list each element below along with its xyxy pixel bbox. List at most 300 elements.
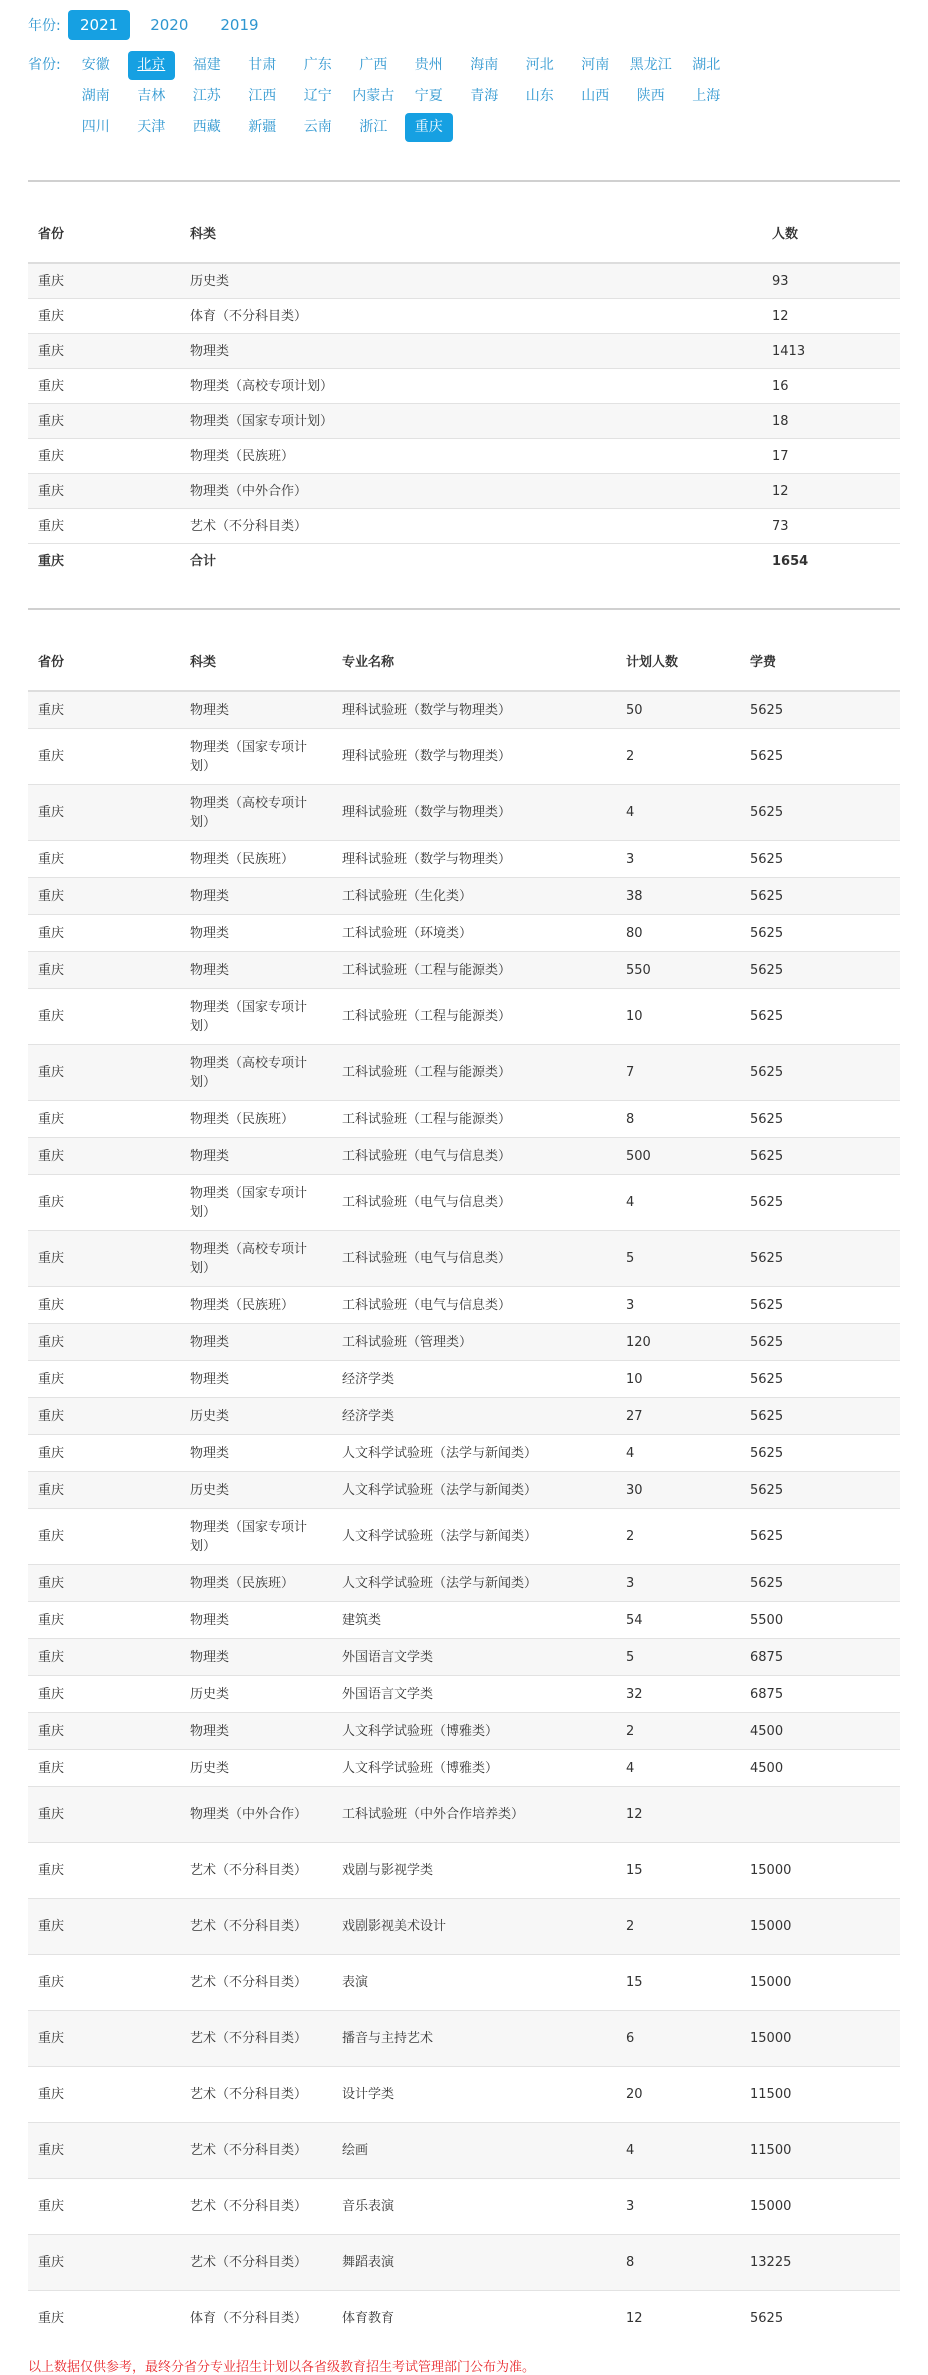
table-row	[28, 2291, 900, 2347]
table-cell: 5625	[740, 952, 900, 989]
province-option[interactable]: 青海	[470, 88, 499, 104]
table-header-row	[28, 610, 900, 691]
table-row	[28, 369, 900, 404]
table-row	[28, 2011, 900, 2067]
table-cell: 物理类（国家专项计划）	[180, 729, 332, 785]
table-cell: 建筑类	[332, 1602, 616, 1639]
table-cell: 重庆	[28, 1045, 180, 1101]
table-cell: 工科试验班（生化类）	[332, 878, 616, 915]
province-option[interactable]: 上海	[692, 88, 721, 104]
table-row	[28, 1472, 900, 1509]
table-cell: 物理类	[180, 1713, 332, 1750]
table-cell: 人文科学试验班（法学与新闻类）	[332, 1472, 616, 1509]
table-row	[28, 2235, 900, 2291]
table-cell: 重庆	[28, 2235, 180, 2291]
table-cell: 艺术（不分科目类）	[180, 2179, 332, 2235]
table-row	[28, 1676, 900, 1713]
table-cell: 30	[616, 1472, 740, 1509]
table-cell: 6	[616, 2011, 740, 2067]
table-cell: 艺术（不分科目类）	[180, 2235, 332, 2291]
table-cell: 工科试验班（工程与能源类）	[332, 1101, 616, 1138]
table-cell: 物理类	[180, 691, 332, 729]
table-row	[28, 1045, 900, 1101]
table-row	[28, 1101, 900, 1138]
table-cell: 1654	[762, 544, 900, 579]
table-cell: 物理类	[180, 1435, 332, 1472]
table-cell: 物理类（民族班）	[180, 1287, 332, 1324]
province-option[interactable]: 山东	[525, 88, 554, 104]
province-option[interactable]: 山西	[581, 88, 610, 104]
table-cell: 5625	[740, 841, 900, 878]
table-cell: 5625	[740, 1324, 900, 1361]
table-cell: 12	[616, 1787, 740, 1843]
table-cell: 3	[616, 1565, 740, 1602]
table-cell: 重庆	[28, 1787, 180, 1843]
table-cell: 5625	[740, 1045, 900, 1101]
table-cell: 设计学类	[332, 2067, 616, 2123]
table-cell: 重庆	[28, 334, 180, 369]
table-cell: 5625	[740, 1138, 900, 1175]
table-cell: 18	[762, 404, 900, 439]
table-cell: 重庆	[28, 369, 180, 404]
table-cell: 5625	[740, 1398, 900, 1435]
table-cell: 工科试验班（电气与信息类）	[332, 1287, 616, 1324]
table-cell: 4500	[740, 1750, 900, 1787]
table-cell: 8	[616, 2235, 740, 2291]
table-cell: 理科试验班（数学与物理类）	[332, 691, 616, 729]
year-filter	[28, 0, 900, 45]
table-cell: 工科试验班（电气与信息类）	[332, 1175, 616, 1231]
province-option[interactable]: 新疆	[248, 119, 277, 135]
table-cell: 历史类	[180, 1398, 332, 1435]
table-cell: 体育（不分科目类）	[180, 299, 762, 334]
table-cell: 12	[616, 2291, 740, 2347]
table-cell: 重庆	[28, 1713, 180, 1750]
table-cell: 物理类	[180, 952, 332, 989]
table-row	[28, 1509, 900, 1565]
table-row	[28, 1843, 900, 1899]
table-cell: 重庆	[28, 785, 180, 841]
table-cell: 体育教育	[332, 2291, 616, 2347]
table-cell: 重庆	[28, 1231, 180, 1287]
table-cell: 物理类（中外合作）	[180, 1787, 332, 1843]
table-cell: 5625	[740, 691, 900, 729]
province-option[interactable]: 广东	[303, 57, 332, 73]
table-row	[28, 1361, 900, 1398]
table-cell: 重庆	[28, 509, 180, 544]
table-cell: 人文科学试验班（法学与新闻类）	[332, 1435, 616, 1472]
table-cell: 10	[616, 1361, 740, 1398]
table-cell: 11500	[740, 2123, 900, 2179]
table-row	[28, 1750, 900, 1787]
column-header: 人数	[762, 182, 900, 263]
table-row	[28, 785, 900, 841]
table-cell: 物理类	[180, 1639, 332, 1676]
table-cell: 5625	[740, 729, 900, 785]
table-cell: 重庆	[28, 952, 180, 989]
table-row	[28, 474, 900, 509]
table-cell: 物理类（民族班）	[180, 841, 332, 878]
table-row	[28, 1175, 900, 1231]
province-option[interactable]: 宁夏	[414, 88, 443, 104]
table-cell: 5625	[740, 1101, 900, 1138]
table-row	[28, 1398, 900, 1435]
detail-table-body	[28, 691, 900, 2346]
table-row	[28, 439, 900, 474]
province-option[interactable]: 内蒙古	[352, 88, 395, 104]
table-cell: 5625	[740, 878, 900, 915]
table-cell: 合计	[180, 544, 762, 579]
table-cell: 工科试验班（中外合作培养类）	[332, 1787, 616, 1843]
column-header: 省份	[28, 610, 180, 691]
table-cell: 4	[616, 1175, 740, 1231]
table-cell: 重庆	[28, 2179, 180, 2235]
table-cell: 物理类（高校专项计划）	[180, 369, 762, 404]
table-cell: 工科试验班（电气与信息类）	[332, 1231, 616, 1287]
table-cell: 重庆	[28, 1398, 180, 1435]
table-row	[28, 1955, 900, 2011]
table-cell: 人文科学试验班（法学与新闻类）	[332, 1565, 616, 1602]
table-cell: 5625	[740, 785, 900, 841]
table-row	[28, 915, 900, 952]
table-cell: 15000	[740, 1899, 900, 1955]
table-cell: 重庆	[28, 1639, 180, 1676]
province-option[interactable]: 西藏	[192, 119, 221, 135]
table-cell: 重庆	[28, 1175, 180, 1231]
table-cell: 5625	[740, 1435, 900, 1472]
column-header: 计划人数	[616, 610, 740, 691]
province-option[interactable]: 天津	[137, 119, 166, 135]
table-cell: 重庆	[28, 691, 180, 729]
column-header: 科类	[180, 182, 762, 263]
table-cell: 外国语言文学类	[332, 1639, 616, 1676]
table-cell: 15000	[740, 1955, 900, 2011]
table-cell: 理科试验班（数学与物理类）	[332, 729, 616, 785]
table-row	[28, 2123, 900, 2179]
table-cell: 重庆	[28, 729, 180, 785]
province-option[interactable]: 吉林	[137, 88, 166, 104]
year-list	[68, 10, 279, 40]
table-cell: 艺术（不分科目类）	[180, 2011, 332, 2067]
table-cell: 重庆	[28, 1435, 180, 1472]
table-cell: 表演	[332, 1955, 616, 2011]
table-cell: 重庆	[28, 915, 180, 952]
table-cell: 4	[616, 2123, 740, 2179]
table-cell: 艺术（不分科目类）	[180, 1955, 332, 2011]
table-cell: 5625	[740, 989, 900, 1045]
table-cell: 93	[762, 263, 900, 299]
table-cell: 物理类	[180, 878, 332, 915]
table-cell: 5	[616, 1231, 740, 1287]
table-cell: 物理类（民族班）	[180, 1565, 332, 1602]
table-cell: 7	[616, 1045, 740, 1101]
column-header: 学费	[740, 610, 900, 691]
table-cell: 重庆	[28, 1955, 180, 2011]
table-cell: 重庆	[28, 1361, 180, 1398]
table-cell: 艺术（不分科目类）	[180, 509, 762, 544]
table-cell: 物理类	[180, 915, 332, 952]
province-label: 省份:	[28, 57, 61, 73]
table-cell: 理科试验班（数学与物理类）	[332, 785, 616, 841]
province-option[interactable]: 安徽	[81, 57, 110, 73]
table-cell: 经济学类	[332, 1361, 616, 1398]
province-option[interactable]: 湖南	[81, 88, 110, 104]
table-cell: 5	[616, 1639, 740, 1676]
table-row	[28, 1287, 900, 1324]
table-cell: 5500	[740, 1602, 900, 1639]
table-cell: 舞蹈表演	[332, 2235, 616, 2291]
table-row	[28, 1713, 900, 1750]
table-cell: 工科试验班（环境类）	[332, 915, 616, 952]
table-cell: 4	[616, 1750, 740, 1787]
table-row	[28, 1787, 900, 1843]
table-cell: 550	[616, 952, 740, 989]
table-cell: 重庆	[28, 2291, 180, 2347]
table-header-row	[28, 182, 900, 263]
table-cell: 物理类（民族班）	[180, 1101, 332, 1138]
table-cell: 重庆	[28, 878, 180, 915]
table-cell: 历史类	[180, 263, 762, 299]
table-cell: 物理类	[180, 1138, 332, 1175]
table-cell: 艺术（不分科目类）	[180, 1843, 332, 1899]
table-cell: 物理类（高校专项计划）	[180, 1045, 332, 1101]
province-option[interactable]: 黑龙江	[629, 57, 672, 73]
table-cell: 8	[616, 1101, 740, 1138]
table-cell: 50	[616, 691, 740, 729]
table-row	[28, 1899, 900, 1955]
table-cell: 历史类	[180, 1676, 332, 1713]
table-cell: 重庆	[28, 1138, 180, 1175]
table-cell: 重庆	[28, 439, 180, 474]
table-cell: 15000	[740, 2011, 900, 2067]
table-row	[28, 263, 900, 299]
table-cell: 12	[762, 299, 900, 334]
table-cell: 历史类	[180, 1472, 332, 1509]
table-cell: 2	[616, 1713, 740, 1750]
table-cell: 物理类（高校专项计划）	[180, 785, 332, 841]
table-row	[28, 1565, 900, 1602]
table-cell: 物理类（国家专项计划）	[180, 1509, 332, 1565]
footer-note: 以上数据仅供参考，最终分省分专业招生计划以各省级教育招生考试管理部门公布为准。	[28, 2360, 536, 2375]
table-cell	[740, 1787, 900, 1843]
table-cell: 工科试验班（工程与能源类）	[332, 1045, 616, 1101]
table-cell: 15000	[740, 2179, 900, 2235]
table-cell: 38	[616, 878, 740, 915]
province-option[interactable]: 海南	[470, 57, 499, 73]
province-option[interactable]: 河北	[525, 57, 554, 73]
province-option[interactable]: 陕西	[636, 88, 665, 104]
table-cell: 物理类	[180, 1324, 332, 1361]
table-cell: 重庆	[28, 841, 180, 878]
table-row	[28, 509, 900, 544]
table-cell: 工科试验班（管理类）	[332, 1324, 616, 1361]
table-cell: 54	[616, 1602, 740, 1639]
table-cell: 重庆	[28, 1324, 180, 1361]
table-cell: 32	[616, 1676, 740, 1713]
table-cell: 理科试验班（数学与物理类）	[332, 841, 616, 878]
table-cell: 73	[762, 509, 900, 544]
table-cell: 人文科学试验班（法学与新闻类）	[332, 1509, 616, 1565]
table-cell: 3	[616, 1287, 740, 1324]
province-option[interactable]: 重庆	[405, 113, 453, 142]
table-row	[28, 1231, 900, 1287]
table-cell: 80	[616, 915, 740, 952]
table-cell: 6875	[740, 1639, 900, 1676]
table-cell: 戏剧与影视学类	[332, 1843, 616, 1899]
province-option[interactable]: 广西	[359, 57, 388, 73]
year-option-2019[interactable]: 2019	[220, 16, 259, 34]
table-cell: 艺术（不分科目类）	[180, 1899, 332, 1955]
table-cell: 6875	[740, 1676, 900, 1713]
table-cell: 物理类	[180, 1602, 332, 1639]
table-cell: 人文科学试验班（博雅类）	[332, 1713, 616, 1750]
table-cell: 体育（不分科目类）	[180, 2291, 332, 2347]
table-cell: 5625	[740, 2291, 900, 2347]
table-cell: 15	[616, 1843, 740, 1899]
table-cell: 重庆	[28, 1843, 180, 1899]
table-row	[28, 299, 900, 334]
table-cell: 4500	[740, 1713, 900, 1750]
table-row	[28, 952, 900, 989]
province-option[interactable]: 甘肃	[248, 57, 277, 73]
table-row	[28, 989, 900, 1045]
table-row	[28, 1602, 900, 1639]
table-cell: 物理类（国家专项计划）	[180, 404, 762, 439]
table-cell: 重庆	[28, 474, 180, 509]
table-cell: 12	[762, 474, 900, 509]
province-option[interactable]: 江苏	[192, 88, 221, 104]
table-row	[28, 2179, 900, 2235]
table-cell: 15000	[740, 1843, 900, 1899]
summary-table	[28, 182, 900, 578]
province-option[interactable]: 江西	[248, 88, 277, 104]
table-row	[28, 691, 900, 729]
table-cell: 历史类	[180, 1750, 332, 1787]
table-row	[28, 1639, 900, 1676]
table-row	[28, 729, 900, 785]
year-option-2021[interactable]: 2021	[68, 10, 130, 40]
table-cell: 物理类	[180, 1361, 332, 1398]
table-cell: 工科试验班（电气与信息类）	[332, 1138, 616, 1175]
table-cell: 工科试验班（工程与能源类）	[332, 952, 616, 989]
table-row	[28, 1435, 900, 1472]
table-cell: 音乐表演	[332, 2179, 616, 2235]
table-cell: 播音与主持艺术	[332, 2011, 616, 2067]
table-cell: 重庆	[28, 404, 180, 439]
table-cell: 27	[616, 1398, 740, 1435]
total-row	[28, 544, 900, 579]
table-cell: 5625	[740, 1175, 900, 1231]
table-cell: 4	[616, 1435, 740, 1472]
province-list	[68, 51, 734, 142]
table-cell: 重庆	[28, 1101, 180, 1138]
province-option[interactable]: 浙江	[359, 119, 388, 135]
table-cell: 重庆	[28, 299, 180, 334]
column-header: 专业名称	[332, 610, 616, 691]
table-cell: 2	[616, 1509, 740, 1565]
table-cell: 重庆	[28, 1509, 180, 1565]
table-cell: 重庆	[28, 1287, 180, 1324]
table-cell: 3	[616, 841, 740, 878]
table-cell: 15	[616, 1955, 740, 2011]
table-cell: 500	[616, 1138, 740, 1175]
province-option[interactable]: 四川	[81, 119, 110, 135]
table-row	[28, 841, 900, 878]
province-option[interactable]: 湖北	[692, 57, 721, 73]
province-option[interactable]: 云南	[303, 119, 332, 135]
year-label: 年份:	[28, 18, 61, 34]
table-row	[28, 334, 900, 369]
province-filter	[28, 51, 900, 142]
table-cell: 10	[616, 989, 740, 1045]
table-cell: 物理类（国家专项计划）	[180, 989, 332, 1045]
table-cell: 11500	[740, 2067, 900, 2123]
table-cell: 5625	[740, 1231, 900, 1287]
table-cell: 工科试验班（工程与能源类）	[332, 989, 616, 1045]
province-option[interactable]: 福建	[192, 57, 221, 73]
detail-table	[28, 610, 900, 2346]
column-header: 科类	[180, 610, 332, 691]
table-cell: 外国语言文学类	[332, 1676, 616, 1713]
province-option[interactable]: 辽宁	[303, 88, 332, 104]
table-cell: 5625	[740, 1509, 900, 1565]
table-cell: 重庆	[28, 544, 180, 579]
table-cell: 经济学类	[332, 1398, 616, 1435]
table-cell: 重庆	[28, 989, 180, 1045]
table-cell: 绘画	[332, 2123, 616, 2179]
table-cell: 重庆	[28, 1472, 180, 1509]
table-row	[28, 2067, 900, 2123]
table-cell: 120	[616, 1324, 740, 1361]
table-cell: 1413	[762, 334, 900, 369]
table-cell: 5625	[740, 1472, 900, 1509]
year-option-2020[interactable]: 2020	[150, 16, 189, 34]
table-cell: 重庆	[28, 1750, 180, 1787]
table-row	[28, 404, 900, 439]
table-cell: 戏剧影视美术设计	[332, 1899, 616, 1955]
table-cell: 艺术（不分科目类）	[180, 2067, 332, 2123]
table-cell: 物理类（中外合作）	[180, 474, 762, 509]
table-cell: 17	[762, 439, 900, 474]
table-cell: 16	[762, 369, 900, 404]
table-cell: 重庆	[28, 2123, 180, 2179]
table-cell: 重庆	[28, 2067, 180, 2123]
table-row	[28, 1324, 900, 1361]
table-row	[28, 878, 900, 915]
province-option[interactable]: 贵州	[414, 57, 443, 73]
province-option[interactable]: 北京	[128, 51, 176, 80]
table-cell: 人文科学试验班（博雅类）	[332, 1750, 616, 1787]
table-cell: 重庆	[28, 1676, 180, 1713]
column-header: 省份	[28, 182, 180, 263]
table-cell: 重庆	[28, 1899, 180, 1955]
table-cell: 重庆	[28, 1602, 180, 1639]
province-option[interactable]: 河南	[581, 57, 610, 73]
table-cell: 2	[616, 729, 740, 785]
table-cell: 3	[616, 2179, 740, 2235]
table-cell: 物理类（高校专项计划）	[180, 1231, 332, 1287]
table-cell: 艺术（不分科目类）	[180, 2123, 332, 2179]
table-cell: 物理类（国家专项计划）	[180, 1175, 332, 1231]
table-cell: 物理类	[180, 334, 762, 369]
table-cell: 2	[616, 1899, 740, 1955]
summary-table-body	[28, 263, 900, 578]
table-row	[28, 1138, 900, 1175]
table-cell: 5625	[740, 915, 900, 952]
table-cell: 物理类（民族班）	[180, 439, 762, 474]
table-cell: 20	[616, 2067, 740, 2123]
table-cell: 5625	[740, 1361, 900, 1398]
